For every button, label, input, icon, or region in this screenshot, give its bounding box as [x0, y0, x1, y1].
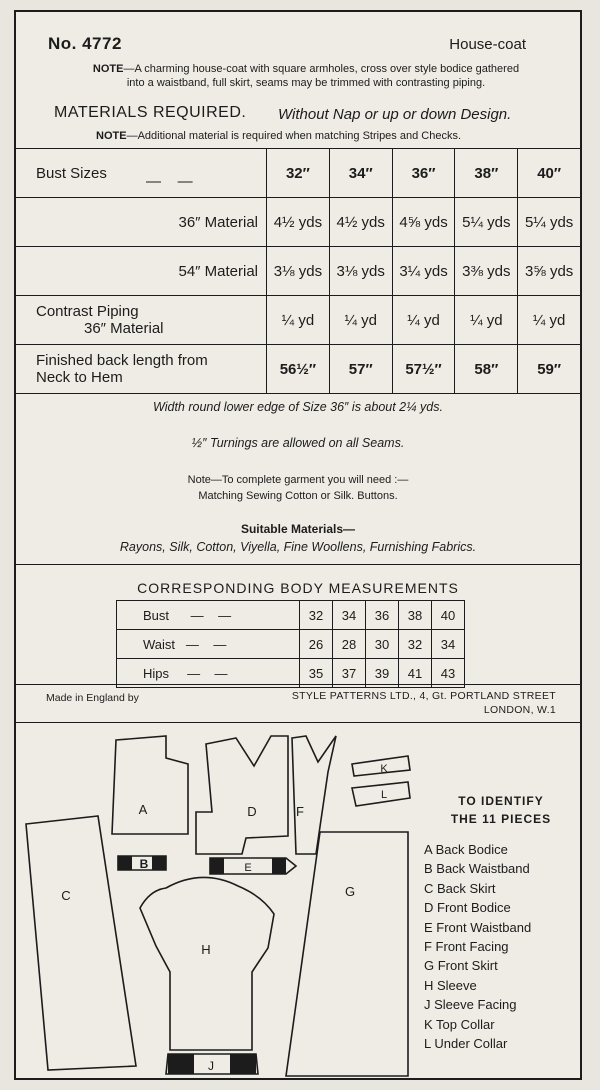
table-cell: ¼ yd	[518, 296, 580, 345]
piece-h-outline	[140, 877, 274, 1050]
row-label: Bust — —	[117, 601, 300, 630]
bust-sizes-label: Bust Sizes — —	[16, 149, 267, 198]
table-cell: 35	[300, 659, 333, 688]
materials-note: NOTE—Additional material is required when matching Stripes and Checks.	[96, 130, 462, 142]
table-row	[16, 247, 580, 296]
list-item: E Front Waistband	[424, 919, 532, 935]
identify-heading: TO IDENTIFY THE 11 PIECES	[450, 794, 552, 826]
row-label: Hips — —	[117, 659, 300, 688]
row-label: Finished back length from Neck to Hem	[16, 345, 267, 394]
table-cell: 3⅝ yds	[518, 247, 580, 296]
size-cell: 38″	[455, 149, 518, 198]
list-item: B Back Waistband	[424, 861, 530, 877]
piece-b-fill	[118, 856, 132, 870]
table-cell: 34	[432, 630, 465, 659]
table-cell: 40	[432, 601, 465, 630]
divider	[16, 684, 580, 685]
piece-j-fill	[168, 1054, 194, 1074]
list-item: A Back Bodice	[424, 842, 508, 857]
table-row	[117, 601, 465, 630]
piece-letter-a: A	[138, 802, 148, 817]
table-cell: 56½″	[267, 345, 330, 394]
body-measurements-title: CORRESPONDING BODY MEASUREMENTS	[137, 580, 459, 596]
table-cell: 57½″	[392, 345, 455, 394]
row-label: Waist — —	[117, 630, 300, 659]
piece-g-outline	[286, 832, 408, 1076]
made-in-england: Made in England by	[46, 692, 139, 704]
table-cell: 30	[366, 630, 399, 659]
notions-note-line-2: Matching Sewing Cotton or Silk. Buttons.	[198, 490, 398, 502]
table-cell: 37	[333, 659, 366, 688]
materials-heading: MATERIALS REQUIRED.	[54, 104, 247, 121]
size-cell: 40″	[518, 149, 580, 198]
piece-e-fill	[210, 858, 224, 874]
list-item: F Front Facing	[424, 939, 509, 955]
table-cell: 32	[300, 601, 333, 630]
piece-b-fill	[152, 856, 166, 870]
list-item: H Sleeve	[424, 977, 477, 993]
piece-c-outline	[26, 816, 136, 1070]
piece-letter-l: L	[380, 789, 388, 801]
list-item: G Front Skirt	[424, 958, 498, 974]
size-cell: 34″	[329, 149, 392, 198]
piece-a-outline	[112, 736, 188, 834]
row-label: Contrast Piping 36″ Material	[16, 296, 267, 345]
table-cell: 58″	[455, 345, 518, 394]
table-cell: 43	[432, 659, 465, 688]
piece-letter-h: H	[201, 942, 211, 957]
table-cell: 3⅜ yds	[455, 247, 518, 296]
table-cell: 38	[399, 601, 432, 630]
row-label: 36″ Material	[16, 198, 267, 247]
table-cell: 3⅛ yds	[329, 247, 392, 296]
divider	[16, 722, 580, 723]
row-label: 54″ Material	[16, 247, 267, 296]
table-cell: 5¼ yds	[518, 198, 580, 247]
size-cell: 36″	[392, 149, 455, 198]
piece-letter-k: K	[380, 763, 388, 775]
suitable-materials-heading: Suitable Materials—	[240, 522, 356, 536]
garment-name: House-coat	[449, 36, 526, 53]
materials-table	[16, 148, 580, 394]
table-cell: 36	[366, 601, 399, 630]
table-cell: ¼ yd	[455, 296, 518, 345]
piece-letter-b: B	[139, 857, 149, 871]
table-cell: ¼ yd	[329, 296, 392, 345]
table-cell: 28	[333, 630, 366, 659]
publisher-address: STYLE PATTERNS LTD., 4, Gt. PORTLAND STREET LONDON, W.1	[291, 690, 556, 716]
table-cell: 59″	[518, 345, 580, 394]
table-cell: 5¼ yds	[455, 198, 518, 247]
table-row	[16, 149, 580, 198]
pattern-number: No. 4772	[48, 34, 122, 53]
pieces-list	[424, 840, 531, 1053]
table-row	[117, 630, 465, 659]
nap-note: Without Nap or up or down Design.	[278, 106, 512, 123]
table-cell: ¼ yd	[392, 296, 455, 345]
piece-j-fill	[230, 1054, 256, 1074]
list-item: K Top Collar	[424, 1016, 495, 1032]
piece-letter-c: C	[61, 888, 71, 903]
list-item: D Front Bodice	[424, 900, 511, 916]
table-cell: 3¼ yds	[392, 247, 455, 296]
piece-letter-e: E	[244, 862, 252, 874]
table-cell: 32	[399, 630, 432, 659]
note-line-2: into a waistband, full skirt, seams may be trimmed with contrasting piping.	[126, 77, 486, 89]
table-cell: 4⅝ yds	[392, 198, 455, 247]
pattern-envelope	[14, 10, 582, 1080]
piece-f-outline	[292, 736, 336, 854]
table-row	[16, 296, 580, 345]
table-cell: 3⅛ yds	[267, 247, 330, 296]
list-item: L Under Collar	[424, 1036, 508, 1052]
piece-d-outline	[196, 736, 288, 854]
piece-e-fill	[272, 858, 286, 874]
width-note: Width round lower edge of Size 36″ is about 2¼ yds.	[153, 400, 443, 414]
list-item: J Sleeve Facing	[424, 997, 517, 1013]
description-note	[46, 62, 566, 90]
table-row	[16, 345, 580, 394]
body-measurements-table	[116, 600, 465, 688]
table-cell: 57″	[329, 345, 392, 394]
table-cell: 39	[366, 659, 399, 688]
turnings-note: ½″ Turnings are allowed on all Seams.	[191, 436, 405, 450]
note-line-1: —A charming house-coat with square armholes, cross over style bodice gathered	[123, 63, 520, 75]
piece-letter-g: G	[344, 884, 356, 899]
table-cell: 34	[333, 601, 366, 630]
divider	[16, 564, 580, 565]
table-cell: 4½ yds	[267, 198, 330, 247]
piece-letter-j: J	[208, 1059, 214, 1073]
piece-letter-f: F	[296, 804, 304, 819]
table-cell: 41	[399, 659, 432, 688]
list-item: C Back Skirt	[424, 880, 496, 896]
table-cell: 26	[300, 630, 333, 659]
note-label: NOTE	[92, 63, 124, 75]
notions-note-line-1: Note—To complete garment you will need :—	[187, 474, 409, 486]
table-cell: 4½ yds	[329, 198, 392, 247]
suitable-materials-list: Rayons, Silk, Cotton, Viyella, Fine Woollens, Furnishing Fabrics.	[119, 540, 477, 554]
piece-letter-d: D	[247, 804, 257, 819]
table-cell: ¼ yd	[267, 296, 330, 345]
size-cell: 32″	[267, 149, 330, 198]
table-row	[16, 198, 580, 247]
